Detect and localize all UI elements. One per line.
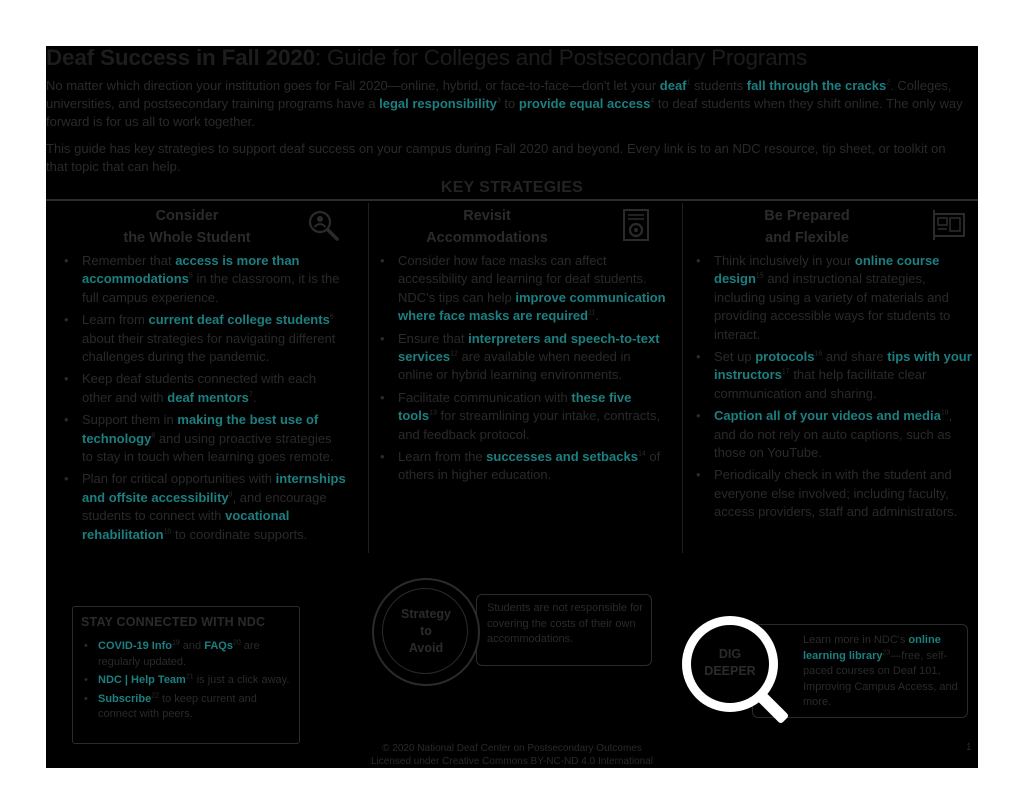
text-run: Think inclusively in your bbox=[714, 253, 855, 268]
resource-link[interactable]: access is more than accommodations bbox=[82, 253, 300, 287]
text-run: to coordinate supports. bbox=[171, 526, 308, 542]
footnote-number: 22 bbox=[151, 691, 159, 699]
text-run: to keep current and connect with peers. bbox=[98, 692, 257, 720]
footnote-number: 11 bbox=[588, 309, 596, 317]
text-run: Learn more in NDC's bbox=[803, 634, 909, 646]
text-run: Support them in bbox=[82, 412, 178, 428]
text-run: for streamlining your intake, contracts, and feedback protocol. bbox=[398, 408, 661, 442]
text-run: Consider how face masks can affect accessibility and learning for deaf students. NDC's tips can help bbox=[398, 253, 647, 305]
text-run: Set up bbox=[714, 349, 756, 365]
footnote-number: 2 bbox=[886, 79, 891, 87]
footer-copyright: © 2020 National Deaf Center on Postsecondary Outcomes bbox=[382, 743, 642, 754]
text-run: and share bbox=[822, 349, 888, 365]
intro-paragraph-2 bbox=[46, 140, 966, 176]
resource-link[interactable]: online learning library bbox=[803, 634, 941, 662]
text-run: and instructional strategies, including using a variety of materials and providing accessible ways for students to interact. bbox=[714, 271, 951, 342]
column-2-heading-line1: Revisit bbox=[463, 208, 511, 224]
text-run: Plan for critical opportunities with bbox=[82, 471, 276, 487]
bullet-item bbox=[696, 348, 974, 403]
footnote-number: 1 bbox=[686, 79, 691, 87]
column-3-heading-line2: and Flexible bbox=[765, 230, 849, 246]
text-run: Ensure that bbox=[398, 330, 469, 346]
resource-link[interactable]: these five tools bbox=[398, 389, 632, 424]
resource-link[interactable]: online course design bbox=[714, 253, 940, 287]
footnote-number: 10 bbox=[163, 528, 172, 536]
footnote-number: 16 bbox=[814, 350, 823, 358]
bullet-item bbox=[696, 466, 974, 521]
badge-line-2: to bbox=[420, 624, 432, 638]
bullet-item bbox=[380, 252, 666, 326]
footnote-number: 21 bbox=[185, 673, 194, 681]
column-3-heading bbox=[714, 205, 900, 249]
resource-link[interactable]: NDC | Help Team bbox=[98, 674, 186, 686]
column-3-heading-line1: Be Prepared bbox=[764, 208, 850, 224]
dig-deeper-label bbox=[688, 646, 772, 680]
text-run: are regularly updated. bbox=[98, 640, 260, 668]
resource-link[interactable]: vocational rehabilitation bbox=[82, 508, 290, 542]
resource-link[interactable]: tips with your instructors bbox=[714, 349, 972, 383]
footnote-number: 23 bbox=[882, 648, 891, 656]
column-divider bbox=[682, 203, 683, 553]
column-2-heading bbox=[394, 205, 580, 249]
document-gear-icon bbox=[620, 208, 654, 242]
bullet-item bbox=[380, 389, 666, 444]
key-strategies-heading: KEY STRATEGIES bbox=[440, 179, 584, 196]
column-3-bullets bbox=[696, 252, 974, 526]
footer bbox=[296, 742, 728, 768]
resource-link[interactable]: Subscribe bbox=[98, 692, 152, 705]
text-run: . Colleges, universities, and postsecondary training programs have a bbox=[46, 78, 952, 111]
bullet-item bbox=[696, 407, 974, 462]
text-run: and bbox=[179, 640, 205, 652]
stay-connected-list bbox=[81, 639, 291, 726]
resource-link[interactable]: Caption all of your videos and media bbox=[714, 408, 941, 424]
guide-page bbox=[46, 46, 978, 768]
footnote-number: 18 bbox=[940, 409, 949, 417]
stay-connected-heading: STAY CONNECTED WITH NDC bbox=[81, 615, 266, 629]
column-divider bbox=[368, 203, 369, 553]
dig-label-line-2: DEEPER bbox=[704, 664, 756, 678]
bullet-item bbox=[81, 692, 291, 723]
column-2-bullets bbox=[380, 252, 666, 489]
footnote-number: 12 bbox=[450, 350, 458, 358]
resource-link[interactable]: improve communication where face masks are required bbox=[398, 289, 666, 324]
column-1-heading bbox=[94, 205, 280, 249]
footer-license: Licensed under Creative Commons BY-NC-ND 4.0 International bbox=[371, 756, 653, 767]
dig-deeper-text bbox=[803, 633, 963, 711]
resource-link[interactable]: COVID-19 Info bbox=[98, 640, 172, 652]
resource-link[interactable]: provide equal access bbox=[518, 96, 651, 111]
bullet-item bbox=[64, 411, 346, 466]
magnifier-icon bbox=[682, 616, 796, 730]
text-run: that help facilitate clear communication and sharing. bbox=[714, 367, 927, 401]
footnote-number: 8 bbox=[151, 432, 156, 440]
column-1-heading-line2: the Whole Student bbox=[123, 230, 251, 246]
column-1-heading-line1: Consider bbox=[155, 208, 219, 224]
text-run: Learn from bbox=[82, 312, 149, 328]
strategy-to-avoid-text: Students are not responsible for covering the costs of their own accommodations. bbox=[487, 602, 643, 645]
bullet-item bbox=[380, 448, 666, 485]
strategy-to-avoid-box bbox=[476, 594, 652, 666]
resource-link[interactable]: current deaf college students bbox=[148, 312, 330, 328]
resource-link[interactable]: deaf mentors bbox=[167, 389, 249, 405]
footnote-number: 13 bbox=[429, 409, 437, 417]
strategy-to-avoid-label bbox=[374, 606, 478, 657]
text-run: are available when needed in online or hybrid learning environments. bbox=[398, 349, 631, 383]
resource-link[interactable]: FAQs bbox=[204, 640, 233, 652]
bullet-item bbox=[64, 370, 346, 407]
footnote-number: 19 bbox=[171, 639, 180, 647]
text-run: Learn from the bbox=[398, 449, 487, 465]
resource-link[interactable]: fall through the cracks bbox=[746, 78, 887, 93]
resource-link[interactable]: internships and offsite accessibility bbox=[82, 471, 346, 505]
bullet-item bbox=[64, 311, 346, 366]
footnote-number: 3 bbox=[496, 97, 501, 105]
page-title-rest: : Guide for Colleges and Postsecondary Programs bbox=[314, 46, 808, 70]
badge-line-1: Strategy bbox=[400, 607, 452, 621]
resource-link[interactable]: deaf bbox=[659, 78, 687, 93]
text-run: Keep deaf students connected with each other and with bbox=[82, 371, 317, 405]
footnote-number: 17 bbox=[781, 369, 790, 377]
footnote-number: 4 bbox=[650, 97, 655, 105]
blueprint-icon bbox=[932, 208, 966, 242]
text-run: . bbox=[595, 308, 599, 324]
text-run: Remember that bbox=[82, 253, 176, 268]
footnote-number: 15 bbox=[755, 273, 764, 281]
footnote-number: 9 bbox=[228, 491, 233, 499]
magnifier-person-icon bbox=[306, 208, 340, 242]
text-run: students bbox=[690, 78, 747, 93]
bullet-item bbox=[81, 639, 291, 670]
bullet-item bbox=[696, 252, 974, 344]
footnote-number: 6 bbox=[329, 313, 334, 321]
text-run: and using proactive strategies to stay in touch when learning goes remote. bbox=[82, 430, 334, 465]
resource-link[interactable]: interpreters and speech-to-text services bbox=[398, 330, 660, 365]
text-run: to deaf students when they shift online. The only way forward is for us all to work together. bbox=[46, 96, 963, 129]
magnifier-handle bbox=[757, 692, 790, 725]
resource-link[interactable]: making the best use of technology bbox=[82, 412, 319, 446]
dig-label-line-1: DIG bbox=[718, 647, 742, 661]
text-run: about their strategies for navigating different challenges during the pandemic. bbox=[82, 330, 336, 365]
bullet-item bbox=[81, 673, 291, 689]
bullet-item bbox=[380, 330, 666, 385]
text-run: Periodically check in with the student and everyone else involved; including faculty, access providers, staff and administrators. bbox=[714, 467, 958, 520]
text-run: No matter which direction your institution goes for Fall 2020—online, hybrid, or face-to-face—don't let your bbox=[46, 78, 660, 93]
text-run: is just a click away. bbox=[193, 674, 290, 686]
footnote-number: 20 bbox=[232, 639, 241, 647]
text-run: . bbox=[252, 389, 257, 405]
page-title bbox=[46, 46, 978, 70]
section-rule bbox=[46, 199, 978, 201]
resource-link[interactable]: protocols bbox=[755, 349, 815, 365]
footnote-number: 7 bbox=[248, 391, 253, 399]
text-run: of others in higher education. bbox=[398, 449, 661, 483]
text-run: , and encourage students to connect with bbox=[82, 489, 327, 524]
intro-paragraph-1 bbox=[46, 77, 966, 131]
bullet-item bbox=[64, 252, 346, 307]
text-run: Facilitate communication with bbox=[398, 389, 572, 405]
column-1-bullets bbox=[64, 252, 346, 548]
resource-link[interactable]: legal responsibility bbox=[379, 96, 497, 111]
footnote-number: 5 bbox=[188, 273, 193, 281]
footnote-number: 14 bbox=[637, 450, 646, 458]
bullet-item bbox=[64, 470, 346, 544]
resource-link[interactable]: successes and setbacks bbox=[486, 449, 638, 465]
page-number: 1 bbox=[966, 742, 972, 753]
text-run: , and do not rely on auto captions, such as those on YouTube. bbox=[714, 408, 953, 461]
text-run: This guide has key strategies to support deaf success on your campus during Fall 2020 and beyond. Every link is to an NDC resource, tip sheet, or toolkit on that topic that can help. bbox=[46, 141, 946, 174]
text-run: to bbox=[500, 96, 519, 111]
badge-line-3: Avoid bbox=[408, 641, 444, 655]
page-title-bold: Deaf Success in Fall 2020 bbox=[46, 46, 315, 70]
column-2-heading-line2: Accommodations bbox=[426, 230, 548, 246]
text-run: —free, self-paced courses on Deaf 101, Improving Campus Access, and more. bbox=[803, 649, 958, 708]
strategy-to-avoid-badge bbox=[372, 578, 480, 686]
stay-connected-box bbox=[72, 606, 300, 744]
text-run: in the classroom, it is the full campus experience. bbox=[82, 271, 340, 305]
